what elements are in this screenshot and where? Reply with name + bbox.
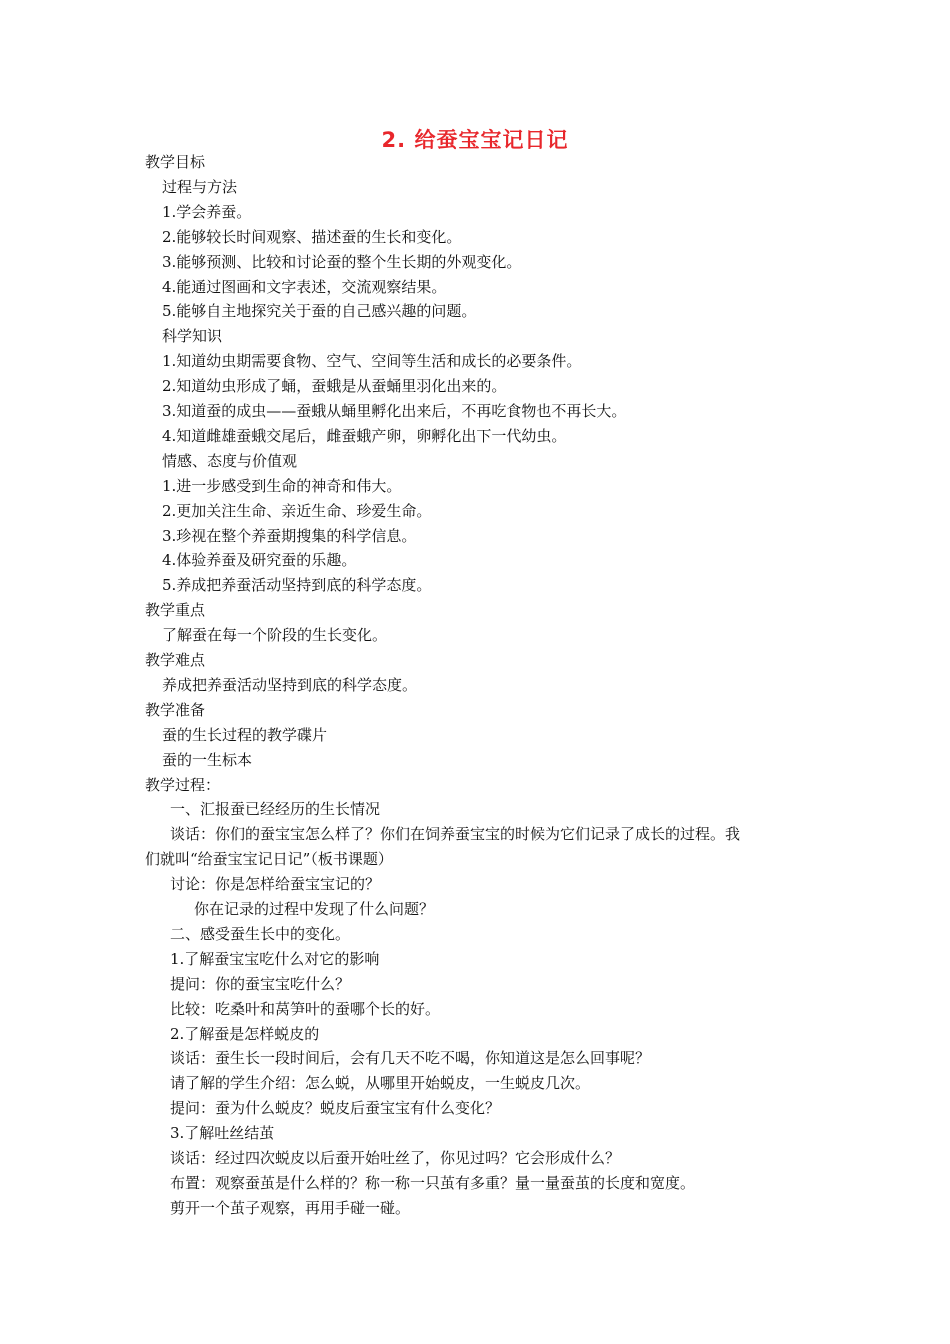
text-line: 3.了解吐丝结茧 [170,1124,275,1142]
text-line: 谈话：蚕生长一段时间后，会有几天不吃不喝，你知道这是怎么回事呢？ [170,1049,651,1067]
text-line: 你在记录的过程中发现了什么问题？ [194,900,435,918]
text-line: 3.能够预测、比较和讨论蚕的整个生长期的外观变化。 [162,253,522,271]
text-line: 们就叫“给蚕宝宝记日记”（板书课题） [145,850,393,868]
text-line: 4.体验养蚕及研究蚕的乐趣。 [162,551,357,569]
text-line: 比较：吃桑叶和莴笋叶的蚕哪个长的好。 [170,1000,441,1018]
text-line: 过程与方法 [162,178,238,196]
text-line: 请了解的学生介绍：怎么蜕，从哪里开始蜕皮，一生蜕皮几次。 [170,1074,591,1092]
text-line: 教学准备 [145,701,206,719]
text-line: 提问：蚕为什么蜕皮？蜕皮后蚕宝宝有什么变化？ [170,1099,501,1117]
text-line: 3.知道蚕的成虫——蚕蛾从蛹里孵化出来后，不再吃食物也不再长大。 [162,402,627,420]
text-line: 教学目标 [145,153,206,171]
text-line: 讨论：你是怎样给蚕宝宝记的？ [170,875,381,893]
text-line: 2.了解蚕是怎样蜕皮的 [170,1025,320,1043]
text-line: 谈话：经过四次蜕皮以后蚕开始吐丝了，你见过吗？它会形成什么？ [170,1149,621,1167]
text-line: 科学知识 [162,327,223,345]
text-line: 蚕的一生标本 [162,751,253,769]
text-line: 了解蚕在每一个阶段的生长变化。 [162,626,388,644]
text-line: 3.珍视在整个养蚕期搜集的科学信息。 [162,527,417,545]
text-line: 1.学会养蚕。 [162,203,252,221]
text-line: 4.能通过图画和文字表述，交流观察结果。 [162,278,447,296]
text-line: 4.知道雌雄蚕蛾交尾后，雌蚕蛾产卵，卵孵化出下一代幼虫。 [162,427,567,445]
text-line: 1.进一步感受到生命的神奇和伟大。 [162,477,402,495]
text-line: 1.知道幼虫期需要食物、空气、空间等生活和成长的必要条件。 [162,352,582,370]
text-line: 2.更加关注生命、亲近生命、珍爱生命。 [162,502,432,520]
text-line: 1.了解蚕宝宝吃什么对它的影响 [170,950,380,968]
text-line: 2.知道幼虫形成了蛹，蚕蛾是从蚕蛹里羽化出来的。 [162,377,507,395]
text-line: 提问：你的蚕宝宝吃什么？ [170,975,351,993]
text-line: 教学过程： [145,776,221,794]
text-line: 教学难点 [145,651,206,669]
text-line: 布置：观察蚕茧是什么样的？称一称一只茧有多重？量一量蚕茧的长度和宽度。 [170,1174,696,1192]
text-line: 剪开一个茧子观察，再用手碰一碰。 [170,1199,411,1217]
text-line: 情感、态度与价值观 [162,452,298,470]
text-line: 谈话：你们的蚕宝宝怎么样了？你们在饲养蚕宝宝的时候为它们记录了成长的过程。我 [170,825,741,843]
text-line: 养成把养蚕活动坚持到底的科学态度。 [162,676,418,694]
text-line: 5.能够自主地探究关于蚕的自己感兴趣的问题。 [162,302,477,320]
text-line: 教学重点 [145,601,206,619]
text-line: 2.能够较长时间观察、描述蚕的生长和变化。 [162,228,462,246]
text-line: 一、汇报蚕已经经历的生长情况 [170,800,381,818]
document-title: 2. 给蚕宝宝记日记 [381,128,569,152]
text-line: 蚕的生长过程的教学碟片 [162,726,328,744]
text-line: 二、感受蚕生长中的变化。 [170,925,351,943]
text-line: 5.养成把养蚕活动坚持到底的科学态度。 [162,576,432,594]
